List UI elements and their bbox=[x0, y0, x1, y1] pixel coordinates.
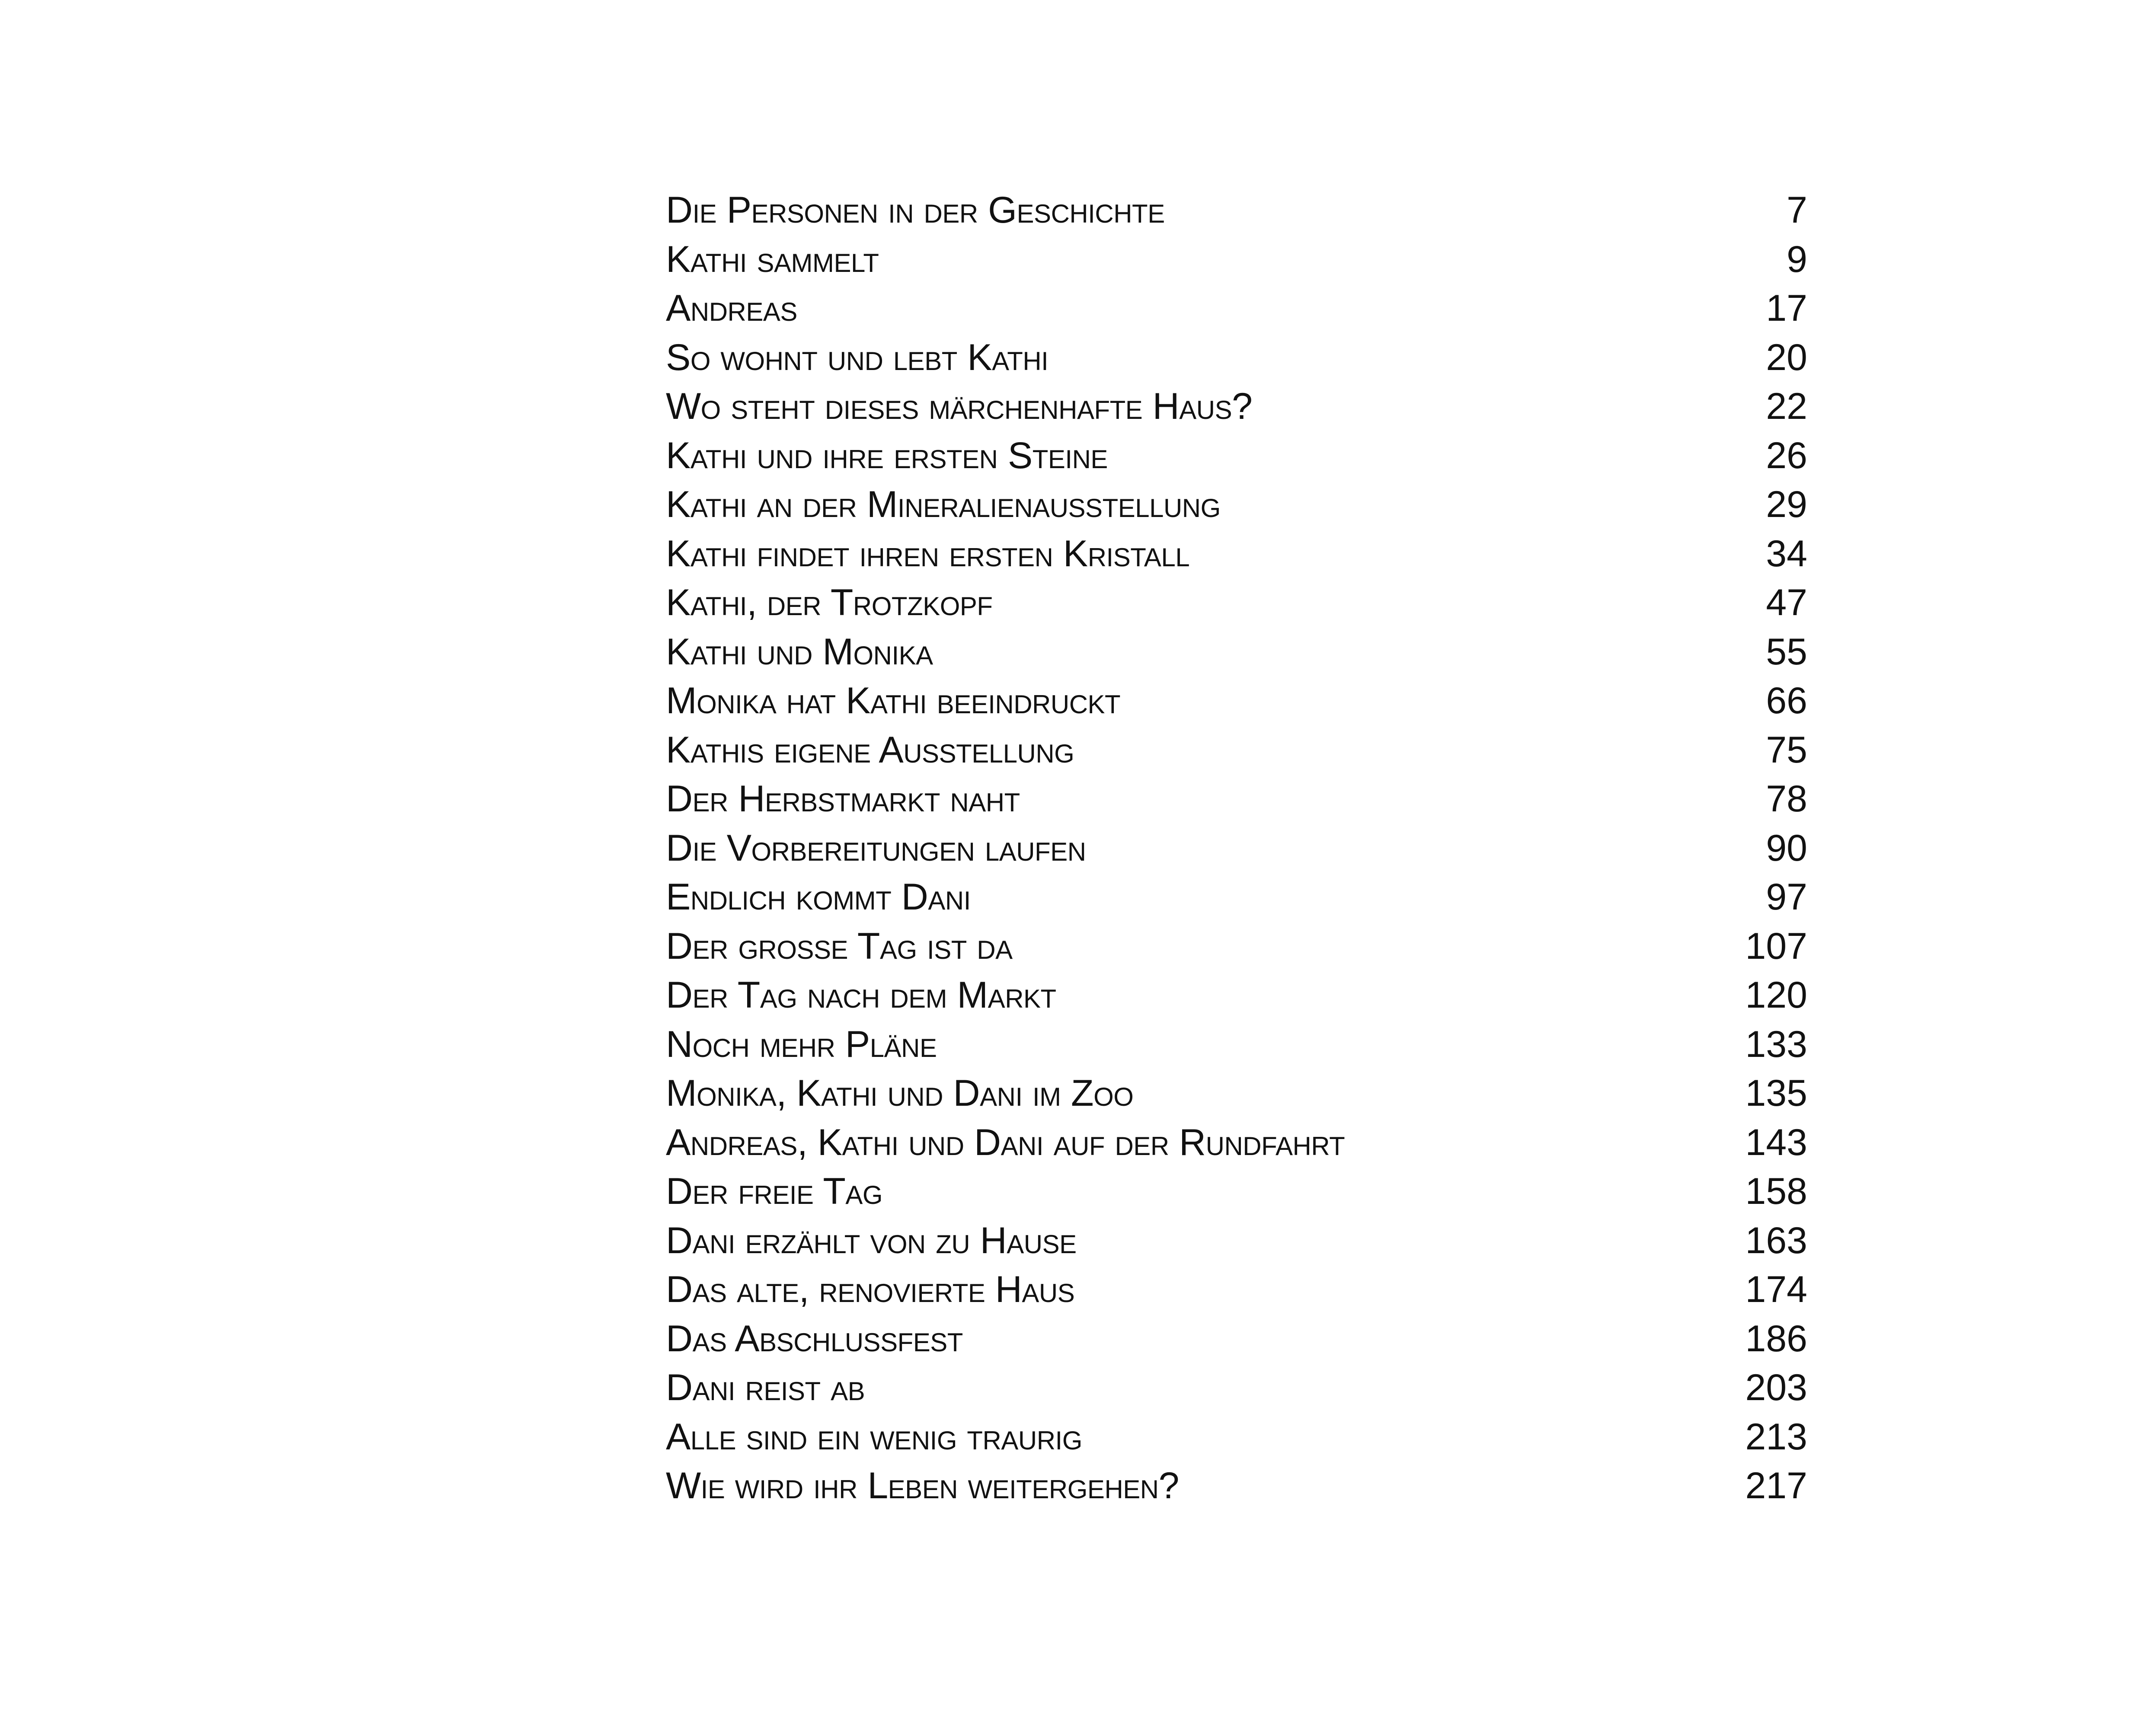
toc-entry-title: Kathis eigene Ausstellung bbox=[666, 729, 1074, 771]
toc-entry bbox=[666, 1363, 1807, 1413]
toc-entry-page: 133 bbox=[1745, 1023, 1807, 1065]
toc-entry-page: 90 bbox=[1766, 827, 1807, 869]
toc-entry-page: 34 bbox=[1766, 533, 1807, 574]
toc-entry-page: 97 bbox=[1766, 876, 1807, 918]
toc-entry-page: 78 bbox=[1766, 778, 1807, 820]
toc-entry-title: Wie wird ihr Leben weitergehen? bbox=[666, 1465, 1179, 1506]
toc-entry-title: Kathi, der Trotzkopf bbox=[666, 582, 993, 623]
toc-entry-page: 66 bbox=[1766, 680, 1807, 721]
toc-entry-title: Das alte, renovierte Haus bbox=[666, 1269, 1075, 1310]
toc-entry bbox=[666, 480, 1807, 530]
toc-entry bbox=[666, 333, 1807, 383]
toc-entry bbox=[666, 1413, 1807, 1462]
toc-entry-page: 47 bbox=[1766, 582, 1807, 623]
toc-entry-page: 26 bbox=[1766, 434, 1807, 476]
toc-entry-page: 120 bbox=[1745, 974, 1807, 1016]
toc-entry-title: Der freie Tag bbox=[666, 1171, 883, 1212]
toc-entry-title: Monika, Kathi und Dani im Zoo bbox=[666, 1072, 1134, 1114]
toc-entry bbox=[666, 873, 1807, 922]
toc-entry-title: Kathi an der Mineralienausstellung bbox=[666, 484, 1221, 525]
toc-entry bbox=[666, 1265, 1807, 1315]
toc-entry-title: Der Herbstmarkt naht bbox=[666, 778, 1020, 820]
toc-entry bbox=[666, 284, 1807, 333]
toc-entry-title: Dani erzählt von zu Hause bbox=[666, 1219, 1077, 1261]
toc-entry-title: Der Tag nach dem Markt bbox=[666, 974, 1056, 1016]
toc-entry-page: 213 bbox=[1745, 1416, 1807, 1458]
toc-entry bbox=[666, 677, 1807, 726]
toc-entry-title: Endlich kommt Dani bbox=[666, 876, 971, 918]
toc-entry-title: Dani reist ab bbox=[666, 1367, 865, 1408]
toc-entry-page: 29 bbox=[1766, 484, 1807, 525]
toc-entry-page: 9 bbox=[1787, 238, 1807, 280]
toc-entry-page: 158 bbox=[1745, 1171, 1807, 1212]
toc-entry-page: 203 bbox=[1745, 1367, 1807, 1408]
toc-entry bbox=[666, 382, 1807, 431]
table-of-contents bbox=[666, 186, 1807, 1511]
toc-entry-page: 174 bbox=[1745, 1269, 1807, 1310]
toc-entry-page: 163 bbox=[1745, 1219, 1807, 1261]
toc-entry-title: Andreas, Kathi und Dani auf der Rundfahrt bbox=[666, 1121, 1345, 1163]
toc-entry-page: 7 bbox=[1787, 189, 1807, 231]
toc-entry-title: Kathi sammelt bbox=[666, 238, 879, 280]
toc-entry-page: 143 bbox=[1745, 1121, 1807, 1163]
toc-entry-title: Die Personen in der Geschichte bbox=[666, 189, 1165, 231]
toc-entry-page: 75 bbox=[1766, 729, 1807, 771]
toc-entry bbox=[666, 775, 1807, 824]
toc-entry-title: Monika hat Kathi beeindruckt bbox=[666, 680, 1121, 721]
toc-entry-title: So wohnt und lebt Kathi bbox=[666, 336, 1049, 378]
toc-entry-title: Alle sind ein wenig traurig bbox=[666, 1416, 1082, 1458]
toc-entry-page: 22 bbox=[1766, 386, 1807, 427]
toc-entry-page: 20 bbox=[1766, 336, 1807, 378]
toc-entry bbox=[666, 1216, 1807, 1266]
toc-entry-title: Kathi und Monika bbox=[666, 631, 933, 673]
toc-entry-title: Andreas bbox=[666, 287, 797, 329]
toc-entry-page: 55 bbox=[1766, 631, 1807, 673]
toc-entry-title: Noch mehr Pläne bbox=[666, 1023, 937, 1065]
toc-entry bbox=[666, 1118, 1807, 1168]
toc-entry bbox=[666, 530, 1807, 579]
toc-entry bbox=[666, 971, 1807, 1020]
toc-entry-title: Der grosse Tag ist da bbox=[666, 925, 1013, 967]
toc-entry-title: Kathi findet ihren ersten Kristall bbox=[666, 533, 1190, 574]
toc-entry bbox=[666, 1315, 1807, 1364]
toc-entry bbox=[666, 628, 1807, 677]
toc-entry bbox=[666, 235, 1807, 284]
toc-entry-page: 217 bbox=[1745, 1465, 1807, 1506]
toc-entry bbox=[666, 431, 1807, 481]
toc-entry bbox=[666, 1462, 1807, 1511]
toc-entry-page: 107 bbox=[1745, 925, 1807, 967]
toc-entry-page: 186 bbox=[1745, 1318, 1807, 1359]
toc-entry bbox=[666, 1167, 1807, 1216]
toc-entry bbox=[666, 186, 1807, 235]
toc-entry-title: Die Vorbereitungen laufen bbox=[666, 827, 1086, 869]
toc-entry-page: 17 bbox=[1766, 287, 1807, 329]
toc-entry-title: Das Abschlussfest bbox=[666, 1318, 963, 1359]
toc-entry bbox=[666, 824, 1807, 873]
toc-entry bbox=[666, 726, 1807, 775]
toc-entry-title: Wo steht dieses märchenhafte Haus? bbox=[666, 386, 1253, 427]
toc-entry bbox=[666, 578, 1807, 628]
toc-entry bbox=[666, 1069, 1807, 1118]
toc-entry bbox=[666, 1020, 1807, 1069]
toc-entry-page: 135 bbox=[1745, 1072, 1807, 1114]
toc-entry bbox=[666, 922, 1807, 971]
toc-entry-title: Kathi und ihre ersten Steine bbox=[666, 434, 1108, 476]
